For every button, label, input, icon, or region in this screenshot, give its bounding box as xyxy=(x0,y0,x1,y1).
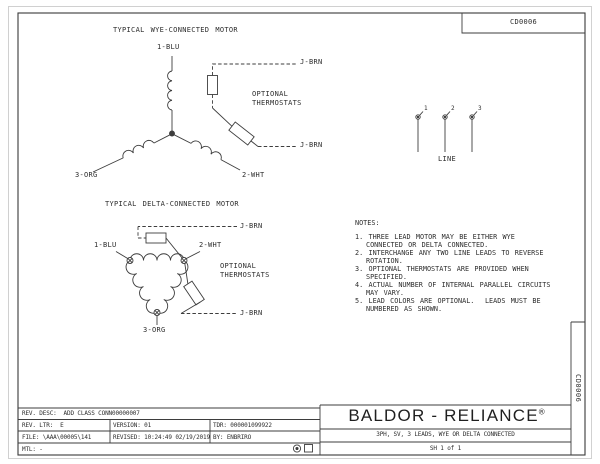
version: VERSION: 01 xyxy=(113,422,152,429)
wye-thermostat-1 xyxy=(208,76,218,95)
delta-jumper-bottom-label: J-BRN xyxy=(240,309,263,317)
note-1-line1: 1. THREE LEAD MOTOR MAY BE EITHER WYE xyxy=(355,233,515,241)
note-4-line2: MAY VARY. xyxy=(366,289,405,297)
note-2-line2: ROTATION. xyxy=(366,257,403,265)
line-terminal-1-number: 1 xyxy=(424,105,428,112)
wye-lead-3-label: 3-ORG xyxy=(75,171,98,179)
line-label: LINE xyxy=(438,155,457,163)
projection-symbol-icon xyxy=(293,445,312,453)
sheet-count: SH 1 of 1 xyxy=(429,444,462,452)
line-terminal-2 xyxy=(443,112,450,153)
wye-diagram xyxy=(93,56,296,172)
delta-coil-right xyxy=(157,261,188,314)
wye-thermostat-2 xyxy=(229,122,254,145)
line-terminal-3 xyxy=(470,112,477,153)
delta-lead-1-label: 1-BLU xyxy=(94,241,117,249)
line-terminal-3-number: 3 xyxy=(478,105,482,112)
wye-jumper-top-label: J-BRN xyxy=(300,58,323,66)
delta-jumper-top-label: J-BRN xyxy=(240,221,263,230)
wye-title: TYPICAL WYE-CONNECTED MOTOR xyxy=(113,26,238,34)
delta-thermostat-2 xyxy=(184,281,205,305)
note-5-line2: NUMBERED AS SHOWN. xyxy=(366,305,443,313)
note-4-line1: 4. ACTUAL NUMBER OF INTERNAL PARALLEL CIRCUITS xyxy=(355,281,551,289)
wye-lead-1-label: 1-BLU xyxy=(157,43,180,51)
notes-heading: NOTES: xyxy=(355,219,380,227)
drawing-number-side: CD0006 xyxy=(574,374,582,403)
wye-coil-2 xyxy=(191,139,223,160)
line-terminal-1 xyxy=(416,112,423,153)
delta-lead-3-label: 3-ORG xyxy=(143,326,166,334)
note-5-line1: 5. LEAD COLORS ARE OPTIONAL. LEADS MUST BE xyxy=(355,297,541,305)
rev-desc: REV. DESC: ADD CLASS CONN00000007 xyxy=(22,410,140,417)
file-path: FILE: \AAA\00005\141 xyxy=(22,433,92,441)
mtl: MTL: - xyxy=(22,445,43,453)
delta-thermostat-1 xyxy=(146,233,166,243)
delta-node-1 xyxy=(127,258,133,264)
wye-center-node xyxy=(170,131,175,136)
note-3-line2: SPECIFIED. xyxy=(366,273,407,281)
delta-coil-top xyxy=(130,254,184,261)
delta-lead-2-label: 2-WHT xyxy=(199,241,222,249)
wye-coil-3 xyxy=(121,138,154,158)
delta-node-2 xyxy=(181,258,187,264)
tdr: TDR: 000001099922 xyxy=(213,422,272,429)
delta-optional-line1: OPTIONAL xyxy=(220,262,257,270)
revised-by: BY: ENBRIRO xyxy=(213,433,252,441)
drawing-description: 3PH, SV, 3 LEADS, WYE OR DELTA CONNECTED xyxy=(376,431,515,438)
drawing-number: CD0006 xyxy=(509,18,538,26)
line-terminals xyxy=(416,112,477,153)
wye-optional-line1: OPTIONAL xyxy=(252,90,289,98)
wye-lead-2-label: 2-WHT xyxy=(242,171,265,179)
wye-jumper-bottom-label: J-BRN xyxy=(300,141,323,149)
note-2-line1: 2. INTERCHANGE ANY TWO LINE LEADS TO REVERSE xyxy=(355,249,544,257)
delta-title: TYPICAL DELTA-CONNECTED MOTOR xyxy=(105,200,239,208)
note-1-line2: CONNECTED OR DELTA CONNECTED. xyxy=(366,241,489,249)
note-3-line1: 3. OPTIONAL THERMOSTATS ARE PROVIDED WHEN xyxy=(355,265,529,273)
revised: REVISED: 10:24:49 02/19/2019 xyxy=(113,433,210,441)
brand-name: BALDOR - RELIANCE xyxy=(348,406,539,425)
line-terminal-2-number: 2 xyxy=(451,105,455,112)
registered-mark: ® xyxy=(538,407,545,417)
delta-optional-line2: THERMOSTATS xyxy=(220,271,270,279)
delta-coil-left xyxy=(126,261,157,314)
wye-coil-1 xyxy=(168,71,172,110)
wye-optional-line2: THERMOSTATS xyxy=(252,99,302,107)
delta-node-3 xyxy=(154,310,160,316)
brand-title xyxy=(322,407,571,424)
rev-ltr: REV. LTR: E xyxy=(22,422,64,429)
